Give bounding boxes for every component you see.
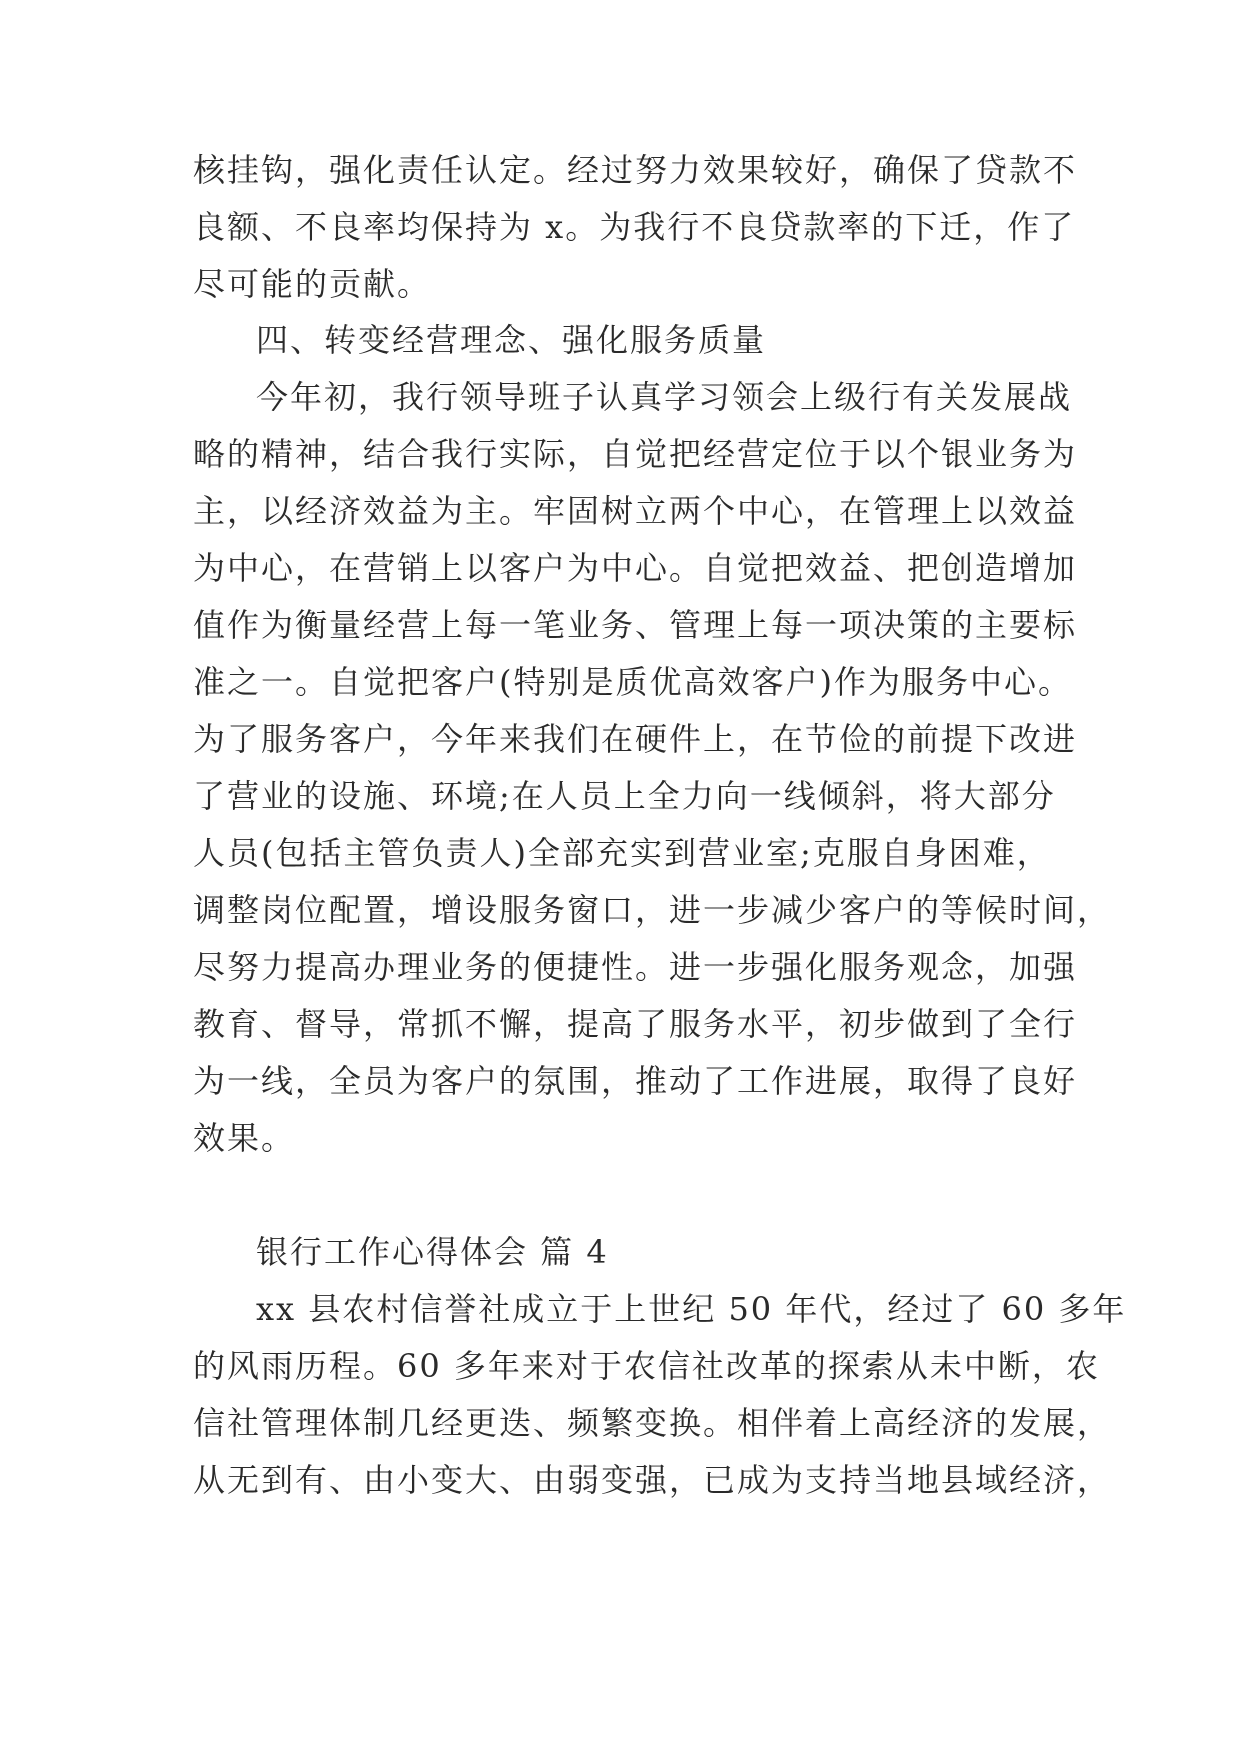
article-heading: 银行工作心得体会 篇 4	[256, 1233, 609, 1271]
text-line-22: 信社管理体制几经更迭、频繁变换。相伴着上高经济的发展，	[193, 1404, 1112, 1442]
text-line-1: 核挂钩，强化责任认定。经过努力效果较好，确保了贷款不	[193, 151, 1078, 189]
text-line-16: 教育、督导，常抓不懈，提高了服务水平，初步做到了全行	[193, 1005, 1078, 1043]
text-line-23: 从无到有、由小变大、由弱变强，已成为支持当地县域经济，	[193, 1461, 1112, 1499]
text-line-5: 今年初，我行领导班子认真学习领会上级行有关发展战	[256, 378, 1073, 416]
text-line-2: 良额、不良率均保持为 x。为我行不良贷款率的下迁，作了	[193, 208, 1076, 246]
text-line-8: 为中心，在营销上以客户为中心。自觉把效益、把创造增加	[193, 549, 1078, 587]
text-line-3: 尽可能的贡献。	[193, 265, 432, 303]
text-line-15: 尽努力提高办理业务的便捷性。进一步强化服务观念，加强	[193, 948, 1078, 986]
text-line-7: 主，以经济效益为主。牢固树立两个中心，在管理上以效益	[193, 492, 1078, 530]
text-line-9: 值作为衡量经营上每一笔业务、管理上每一项决策的主要标	[193, 606, 1078, 644]
text-line-10: 准之一。自觉把客户(特别是质优高效客户)作为服务中心。	[193, 663, 1072, 701]
text-line-20: xx 县农村信誉社成立于上世纪 50 年代，经过了 60 多年	[256, 1290, 1127, 1328]
text-line-11: 为了服务客户，今年来我们在硬件上，在节俭的前提下改进	[193, 720, 1078, 758]
section-heading-4: 四、转变经营理念、强化服务质量	[256, 321, 767, 359]
text-line-12: 了营业的设施、环境;在人员上全力向一线倾斜，将大部分	[193, 777, 1056, 815]
text-line-6: 略的精神，结合我行实际，自觉把经营定位于以个银业务为	[193, 435, 1078, 473]
text-line-17: 为一线，全员为客户的氛围，推动了工作进展，取得了良好	[193, 1062, 1078, 1100]
text-line-13: 人员(包括主管负责人)全部充实到营业室;克服自身困难，	[193, 834, 1051, 872]
text-line-18: 效果。	[193, 1119, 296, 1157]
text-line-14: 调整岗位配置，增设服务窗口，进一步减少客户的等候时间，	[193, 891, 1112, 929]
text-line-21: 的风雨历程。60 多年来对于农信社改革的探索从未中断，农	[193, 1347, 1100, 1385]
